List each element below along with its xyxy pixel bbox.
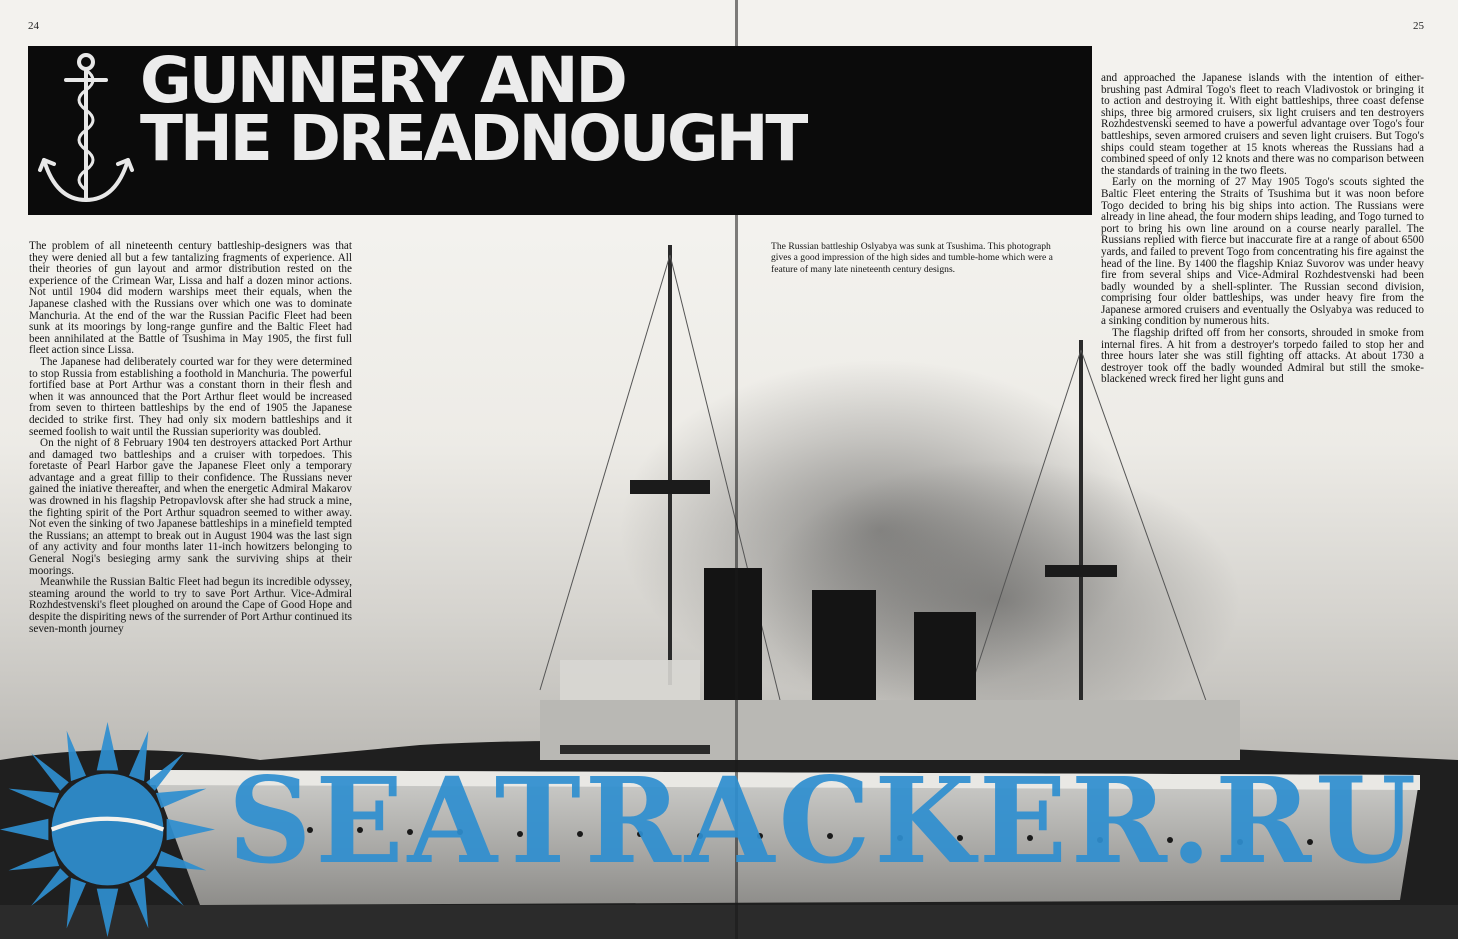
- paragraph: The problem of all nineteenth century battleship-designers was that they were denied all but a few tantalizing fragments of experience. All their theories of gun layout and armor distribution rested on the experience of the Crimean War, Lissa and half a dozen minor actions. Not until 1904 did modern warships meet their equals, when the Japanese clashed with the Russians over which one was to dominate Manchuria. At the end of the war the Russian Pacific Fleet had been sunk at its moorings by long-range gunfire and the Baltic Fleet had been annihilated at the Battle of Tsushima in May 1905, the first full fleet action since Lissa.: [29, 240, 352, 357]
- anchor-icon: [36, 50, 136, 210]
- photo-caption: The Russian battleship Oslyabya was sunk at Tsushima. This photograph gives a good impression of the high sides and tumble-home which were a feature of many late nineteenth century designs.: [771, 241, 1053, 275]
- paragraph: On the night of 8 February 1904 ten destroyers attacked Port Arthur and damaged two battleships and a cruiser with torpedoes. This foretaste of Pearl Harbor gave the Japanese Fleet only a temporary advantage and a great fillip to their confidence. The Russians never gained the iniative thereafter, and when the energetic Admiral Makarov was drowned in his flagship Petropavlovsk after she had struck a mine, the fighting spirit of the Port Arthur squadron seemed to wither away. Not even the sinking of two Japanese battleships in a minefield tempted the Russians; an attempt to break out in August 1904 was the last sign of any activity and four months later 11-inch howitzers belonging to General Nogi's besieging army sank the surviving ships at their moorings.: [29, 437, 352, 577]
- paragraph: and approached the Japanese islands with the intention of either-brushing past Admiral Togo's fleet to reach Vladivostok or bringing it to action and destroying it. With eight battleships, three coast defense ships, three big armored cruisers, six light cruisers and ten destroyers Rozhdestvenski seemed to have a powerful advantage over Togo's four battleships, seven armored cruisers and seven light cruisers. But Togo's ships could steam together at 15 knots whereas the Russians had a combined speed of only 12 knots and there was no comparison between the standards of training in the two fleets.: [1101, 72, 1424, 177]
- title-line-1: GUNNERY AND: [140, 44, 625, 117]
- page-number-right: 25: [1413, 20, 1424, 32]
- title-line-2: THE DREADNOUGHT: [140, 102, 806, 175]
- paragraph: The flagship drifted off from her consorts, shrouded in smoke from internal fires. A hit from a destroyer's torpedo failed to stop her and three hours later she was still fighting off attacks. At about 1730 a destroyer took off the badly wounded Admiral but still the smoke-blackened wreck fired her light guns and: [1101, 327, 1424, 386]
- article-column-right: [1101, 73, 1424, 386]
- watermark-text: SEATRACKER.RU: [228, 751, 1420, 890]
- paragraph: Early on the morning of 27 May 1905 Togo's scouts sighted the Baltic Fleet entering the Straits of Tsushima but it was noon before Togo decided to bring his big ships into action. The Russians were already in line ahead, the four modern ships leading, and Togo turned to port to bring his own line around on a course nearly parallel. The Russians replied with fierce but inaccurate fire at a range of about 6500 yards, and failed to prevent Togo from concentrating his fire against the head of the line. By 1400 the flagship Kniaz Suvorov was under heavy fire from several ships and Vice-Admiral Rozhdestvenski had been badly wounded by a shell-splinter. The Russian second division, comprising four older battleships, was under heavy fire from the Japanese armored cruisers and eventually the Oslyabya was reduced to a sinking condition by numerous hits.: [1101, 176, 1424, 328]
- paragraph: Meanwhile the Russian Baltic Fleet had begun its incredible odyssey, steaming around the world to try to save Port Arthur. Vice-Admiral Rozhdestvenski's fleet ploughed on around the Cape of Good Hope and despite the dispiriting news of the surrender of Port Arthur continued its seven-month journey: [29, 576, 352, 635]
- paragraph: The Japanese had deliberately courted war for they were determined to stop Russia from establishing a foothold in Manchuria. The powerful fortified base at Port Arthur was a constant thorn in their flesh and when it was announced that the Port Arthur fleet would be increased from seven to thirteen battleships by the end of 1905 the Japanese decided to strike first. They had only six modern battleships and it seemed foolish to wait until the Russian superiority was doubled.: [29, 355, 352, 438]
- page-title: [140, 44, 806, 175]
- article-column-left: [29, 241, 352, 635]
- title-banner: [28, 46, 1092, 215]
- sun-logo-icon: [0, 722, 215, 937]
- page-number-left: 24: [28, 20, 39, 32]
